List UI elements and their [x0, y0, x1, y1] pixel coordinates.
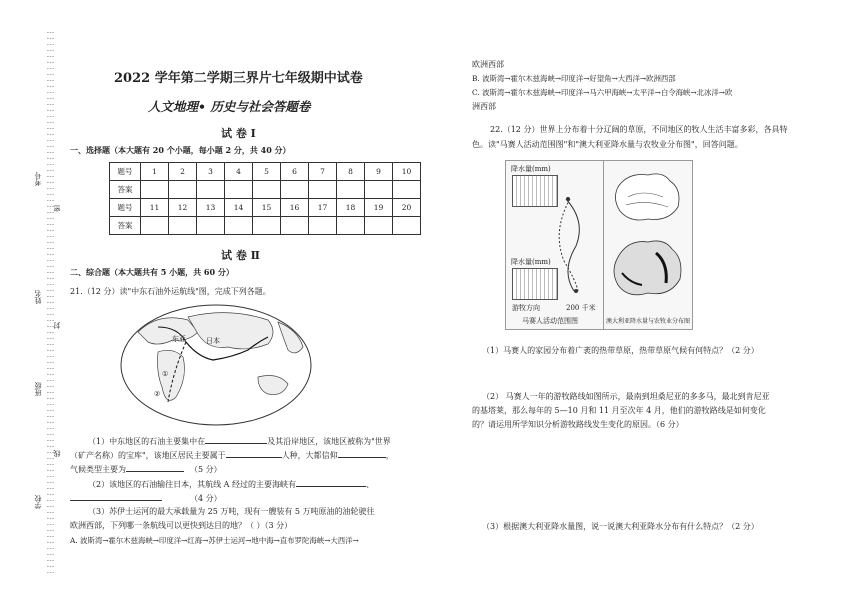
answer-blank[interactable]: [338, 448, 386, 458]
answer-cell[interactable]: [309, 217, 337, 235]
answer-cell[interactable]: [197, 181, 225, 199]
row-label: 答案: [110, 181, 141, 199]
answer-cell[interactable]: [225, 217, 253, 235]
answer-cell[interactable]: [365, 217, 393, 235]
answer-cell[interactable]: [365, 181, 393, 199]
maasai-range-figure: [505, 160, 605, 330]
figure-caption-left: 马赛人活动范围图: [522, 317, 578, 325]
q21-option-c-cont: 洲西部: [472, 102, 496, 111]
scale-label: 200 千米: [566, 304, 596, 312]
q22-part2-line2: 的基塔莱，那么每年的 5—10 月和 11 月至次年 4 月，他们的游牧路线是如何变化: [472, 406, 766, 415]
answer-cell[interactable]: [337, 217, 365, 235]
q21-part1-line2: （矿产名称）的宝库"，该地区居民主要属于 人种，大都信仰 ，: [70, 448, 430, 462]
q21-part3: （3）苏伊士运河的最大承载量为 25 万吨，现有一艘装有 5 万吨原油的油轮驶往: [88, 507, 375, 516]
binding-dashed-line: --- --- --- --- --- --- --- --- --- --- --- --- --- --- --- --- --- --- --- --- --- --- --- --- --- --- --- --- --- --- --- --- --- --- --- --- --- --- --- --- --- --- --- --- --- --- --- --- --- --- --- --- --- --- --- --- --- --- --- --- --- --- --- --- --- --- --- --- --- --- --- --- --- --- --- --- --- --- --- --- --- --- --- --- --- --- --- --- --- --- ---: [46, 29, 54, 576]
number-row-2: 题号 11 12 13 14 15 16 17 18 19 20: [110, 199, 421, 217]
answer-row-2: [110, 217, 421, 235]
answer-cell[interactable]: [169, 217, 197, 235]
answer-blank[interactable]: [226, 448, 282, 458]
australia-rainfall-figure: [603, 160, 693, 330]
middle-east-oil-route-map: [118, 302, 314, 428]
page-title: 2022 学年第二学期三界片七年级期中试卷: [114, 71, 363, 86]
number-row-1: 题号 1 2 3 4 5 6 7 8 9 10: [110, 163, 421, 181]
q21-stem: 21.（12 分）读"中东石油外运航线"图，完成下列各题。: [70, 287, 271, 296]
q21-option-a-cont: 欧洲西部: [472, 60, 504, 69]
side-label-banji: 班级: [34, 382, 42, 396]
q21-option-c: C. 波斯湾→霍尔木兹海峡→印度洋→马六甲海峡→太平洋→白令海峡→北冰洋→欧: [472, 88, 733, 97]
q22-part2-line3: 的？请运用所学知识分析游牧路线发生变化的原因。（6 分）: [472, 420, 684, 429]
page-subtitle: 人文地理• 历史与社会答题卷: [148, 99, 311, 114]
migration-route-graphic: [546, 191, 602, 301]
answer-cell[interactable]: [169, 181, 197, 199]
migration-legend: 游牧方向: [512, 304, 540, 312]
q22-stem: 22.（12 分）世界上分布着十分辽阔的草原，不同地区的牧人生活丰富多彩，各具特: [490, 125, 788, 134]
answer-cell[interactable]: [141, 181, 169, 199]
side-label-xian: 线: [53, 450, 61, 457]
q21-part1-line3: 气候类型主要为 （5 分）: [70, 462, 430, 476]
answer-cell[interactable]: [309, 181, 337, 199]
q21-part2-line2: （4 分）: [70, 491, 430, 505]
side-label-feng: 封: [53, 322, 61, 329]
figure-caption-right: 澳大利亚降水量与农牧业分布图: [606, 318, 691, 325]
section-one-heading: 一、选择题（本大题有 20 个小题，每小题 2 分，共 40 分）: [70, 145, 291, 155]
row-label: 答案: [110, 217, 141, 235]
row-label: 题号: [110, 163, 141, 181]
rainfall-label-bottom: 降水量(mm): [511, 258, 551, 266]
australia-map-bottom: [608, 233, 688, 309]
answer-grid: [109, 162, 421, 235]
side-label-xuexiao: 学校: [34, 495, 42, 509]
answer-cell[interactable]: [225, 181, 253, 199]
row-label: 题号: [110, 199, 141, 217]
part-two-heading: 试 卷 Ⅱ: [221, 249, 260, 262]
side-label-mi: 密: [53, 205, 61, 212]
q21-part3-line2: 欧洲西部，下列哪一条航线可以更快到达目的地？（ ）（3 分）: [70, 521, 293, 530]
australia-map-top: [608, 167, 688, 227]
answer-cell[interactable]: [281, 217, 309, 235]
answer-blank[interactable]: [296, 477, 366, 487]
answer-blank[interactable]: [70, 491, 162, 501]
q21-option-a: A. 波斯湾→霍尔木兹海峡→印度洋→红海→苏伊士运河→地中海→直布罗陀海峡→大西洋→: [70, 536, 359, 545]
q22-part1: （1）马赛人的家园分布着广袤的热带草原，热带草原气候有何特点？（2 分）: [482, 346, 759, 355]
answer-cell[interactable]: [337, 181, 365, 199]
map-graphic: [118, 302, 314, 428]
answer-cell[interactable]: [253, 181, 281, 199]
q22-part3: （3）根据澳大利亚降水量图，说一说澳大利亚降水分布有什么特点？（2 分）: [482, 522, 759, 531]
map-label-route-1: ①: [162, 370, 169, 378]
q21-option-b: B. 波斯湾→霍尔木兹海峡→印度洋→好望角→大西洋→欧洲西部: [472, 74, 676, 83]
side-label-kaohao: 考号: [34, 172, 42, 186]
answer-cell[interactable]: [393, 181, 421, 199]
answer-blank[interactable]: [205, 434, 267, 444]
part-one-heading: 试 卷 I: [221, 127, 256, 140]
answer-cell[interactable]: [253, 217, 281, 235]
answer-blank[interactable]: [126, 462, 184, 472]
q21-part2: （2）该地区的石油输往日本，其航线 A 经过的主要海峡有 、: [88, 477, 428, 491]
map-label-route-2: ②: [154, 390, 161, 398]
side-label-xingming: 姓名: [34, 290, 42, 304]
q21-part1: （1）中东地区的石油主要集中在 及其沿岸地区，该地区被称为"世界: [88, 434, 428, 448]
q22-stem-line2: 色。读"马赛人活动范围图"和"澳大利亚降水量与农牧业分布图"，回答问题。: [472, 140, 743, 149]
answer-cell[interactable]: [281, 181, 309, 199]
map-label-japan: 日本: [206, 337, 220, 345]
answer-cell[interactable]: [141, 217, 169, 235]
answer-cell[interactable]: [393, 217, 421, 235]
rainfall-label-top: 降水量(mm): [511, 165, 551, 173]
answer-row-1: [110, 181, 421, 199]
q22-part2: （2） 马赛人一年的游牧路线如图所示，最南到坦桑尼亚的多多马，最北到肯尼亚: [482, 392, 770, 401]
section-two-heading: 二、综合题（本大题共有 5 小题，共 60 分）: [70, 267, 234, 277]
answer-cell[interactable]: [197, 217, 225, 235]
map-label-east-asia: 东亚: [172, 335, 186, 343]
